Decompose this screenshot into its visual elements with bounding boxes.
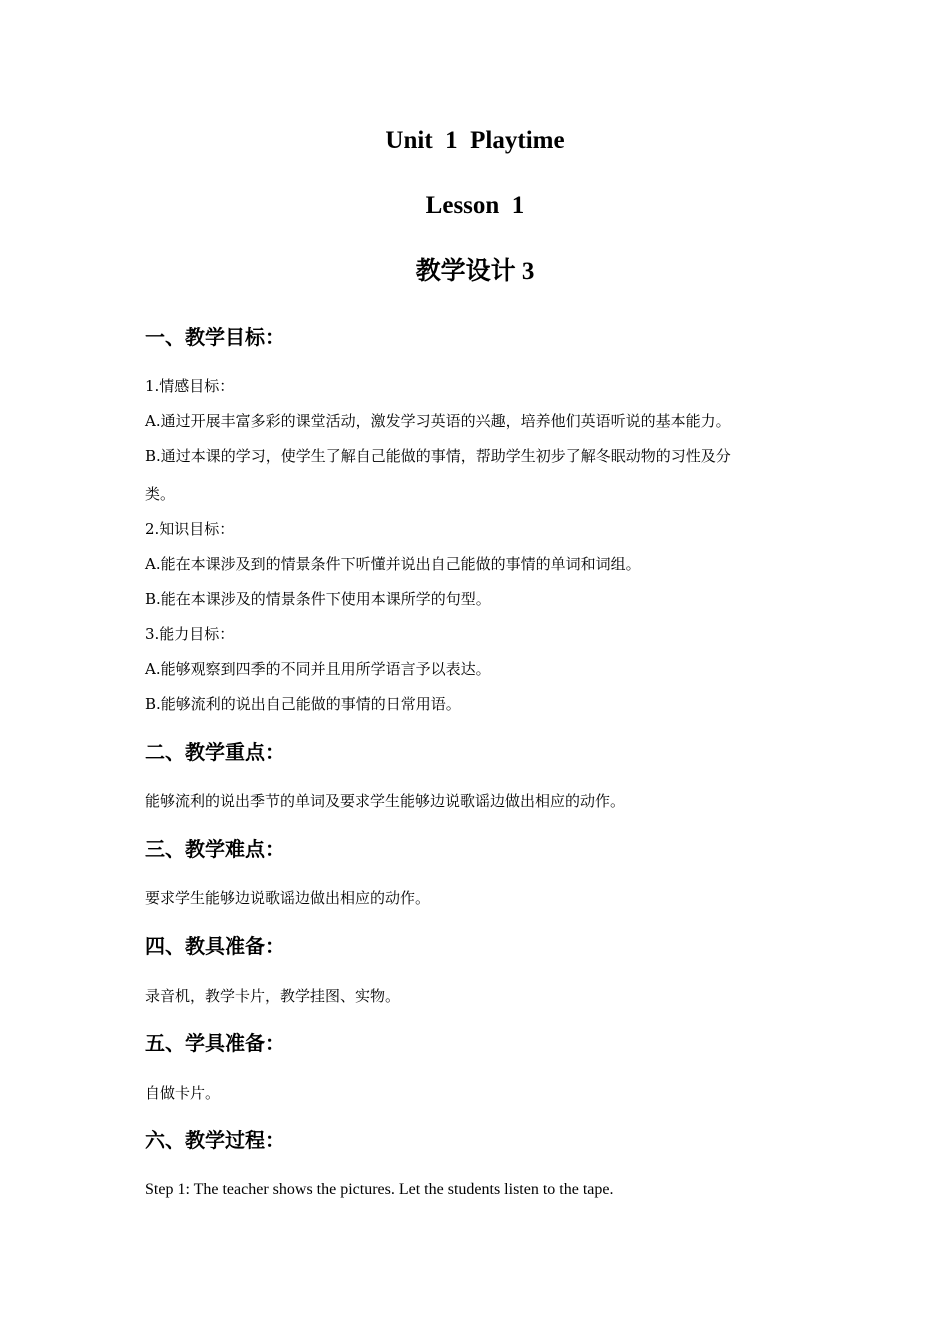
- section-learning-aids-heading: 五、学具准备：: [145, 1031, 285, 1055]
- section-key-points-heading: 二、教学重点：: [145, 740, 285, 764]
- section-difficulties-heading: 三、教学难点：: [145, 837, 285, 861]
- goal-1-a: A.通过开展丰富多彩的课堂活动，激发学习英语的兴趣，培养他们英语听说的基本能力。: [145, 412, 731, 430]
- design-title: 教学设计 3: [415, 258, 535, 285]
- lesson-title: Lesson 1: [425, 192, 525, 219]
- section-teaching-aids-heading: 四、教具准备：: [145, 934, 285, 958]
- goal-1-b-line2: 类。: [145, 485, 176, 503]
- key-points-text: 能够流利的说出季节的单词及要求学生能够边说歌谣边做出相应的动作。: [145, 792, 626, 810]
- goal-3-a: A.能够观察到四季的不同并且用所学语言予以表达。: [145, 660, 491, 678]
- goal-2-a: A.能在本课涉及到的情景条件下听懂并说出自己能做的事情的单词和词组。: [145, 555, 641, 573]
- section-goals-heading: 一、教学目标：: [145, 325, 285, 349]
- goal-1-b-line1: B.通过本课的学习，使学生了解自己能做的事情，帮助学生初步了解冬眠动物的习性及分: [145, 447, 731, 465]
- process-step-1: Step 1: The teacher shows the pictures. Let the students listen to the tape.: [145, 1181, 614, 1198]
- goal-2-label: 2.知识目标：: [145, 520, 235, 538]
- goal-3-b: B.能够流利的说出自己能做的事情的日常用语。: [145, 695, 461, 713]
- teaching-aids-text: 录音机，教学卡片，教学挂图、实物。: [145, 987, 401, 1005]
- learning-aids-text: 自做卡片。: [145, 1084, 221, 1102]
- difficulties-text: 要求学生能够边说歌谣边做出相应的动作。: [145, 889, 431, 907]
- goal-2-b: B.能在本课涉及的情景条件下使用本课所学的句型。: [145, 590, 491, 608]
- goal-3-label: 3.能力目标：: [145, 625, 235, 643]
- goal-1-label: 1.情感目标：: [145, 377, 235, 395]
- section-process-heading: 六、教学过程：: [145, 1128, 285, 1152]
- unit-title: Unit 1 Playtime: [385, 127, 565, 154]
